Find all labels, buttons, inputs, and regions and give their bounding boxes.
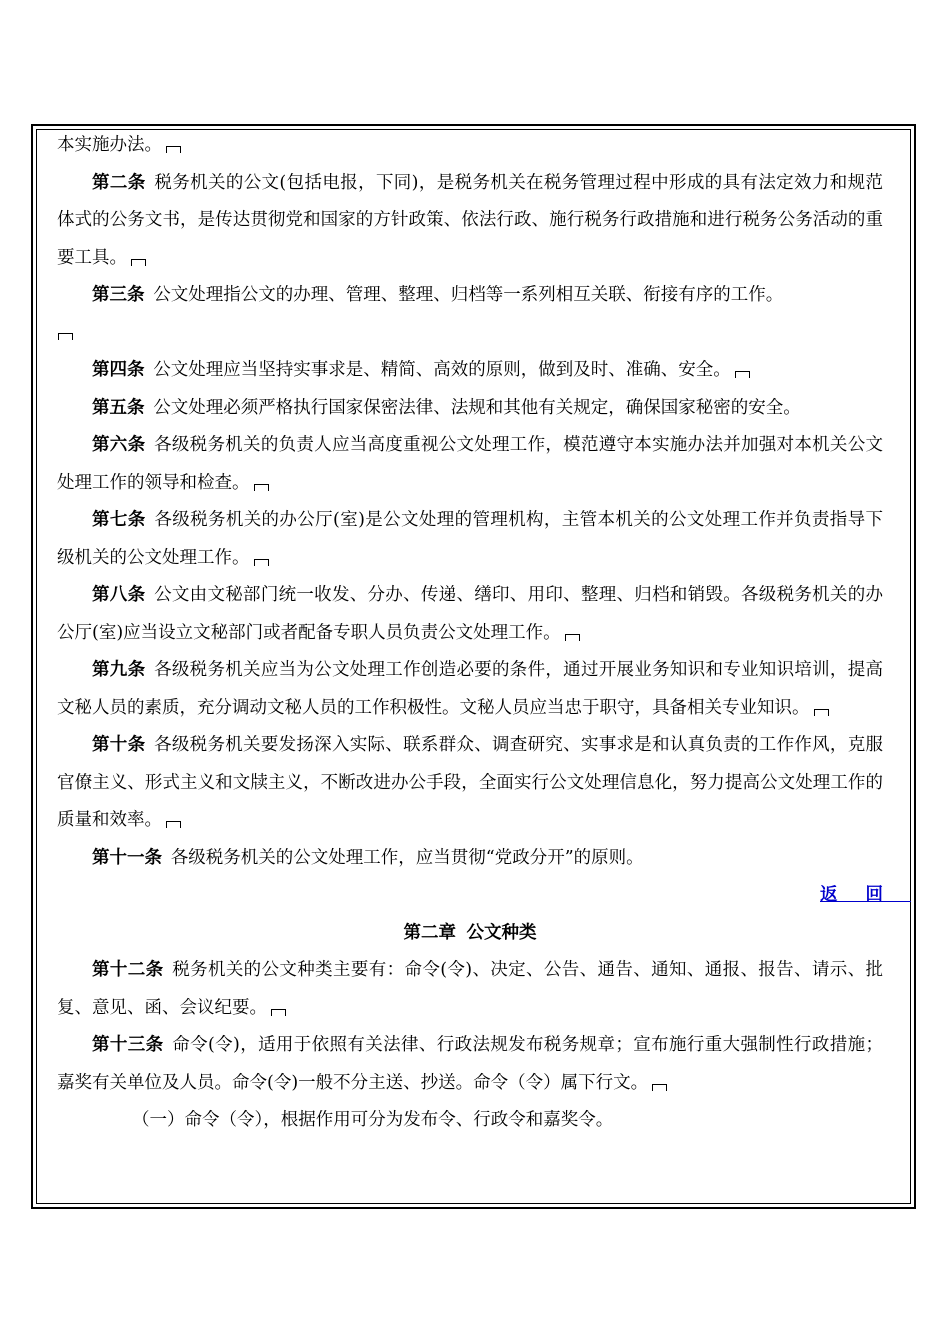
article-8 [57,577,883,652]
paragraph-mark-icon [652,1084,667,1091]
back-link[interactable]: 返回 [820,885,911,905]
article-label: 第七条 [92,510,146,530]
paragraph-mark-icon [166,821,181,828]
article-11 [57,840,883,878]
chapter-title: 公文种类 [466,922,537,943]
paragraph-mark-icon [58,333,73,340]
article-label: 第八条 [92,585,146,605]
paragraph-mark-icon [254,484,269,491]
article-text: 命令(令)，适用于依照有关法律、行政法规发布税务规章；宣布施行重大强制性行政措施；嘉奖有关单位及人员。命令(令)一般不分主送、抄送。命令（令）属下行文。 [57,1035,884,1093]
article-13 [57,1027,883,1102]
article-text: 各级税务机关的公文处理工作，应当贯彻“党政分开”的原则。 [170,847,644,868]
article-9 [57,652,883,727]
article-2 [57,165,883,278]
paragraph-mark-icon [271,1009,286,1016]
article-5 [57,390,883,428]
paragraph-mark-icon [166,146,181,153]
article-label: 第十三条 [92,1035,164,1055]
document-body [57,127,911,1140]
paragraph-mark-icon [565,634,580,641]
article-text: 各级税务机关的负责人应当高度重视公文处理工作，模范遵守本实施办法并加强对本机关公文处理工作的领导和检查。 [57,435,884,493]
article-text: 各级税务机关的办公厅(室)是公文处理的管理机构，主管本机关的公文处理工作并负责指导下级机关的公文处理工作。 [57,510,884,568]
article-text: 税务机关的公文种类主要有：命令(令)、决定、公告、通告、通知、通报、报告、请示、批复、意见、函、会议纪要。 [57,960,884,1018]
article-label: 第二条 [92,172,146,193]
sub-item-text: （一）命令（令），根据作用可分为发布令、行政令和嘉奖令。 [132,1110,614,1130]
paragraph-mark-icon [814,709,829,716]
paragraph-mark-line [57,315,883,353]
paragraph-mark-icon [735,371,750,378]
article-label: 第十条 [92,735,146,755]
back-row [57,877,911,915]
article-6 [57,427,883,502]
intro-tail-text: 本实施办法。 [57,135,162,155]
article-text: 公文处理指公文的办理、管理、整理、归档等一系列相互关联、衔接有序的工作。 [153,285,784,305]
intro-tail-paragraph [57,127,883,165]
chapter-heading [57,915,883,953]
article-text: 公文处理应当坚持实事求是、精简、高效的原则，做到及时、准确、安全。 [153,360,731,380]
article-label: 第五条 [92,397,145,418]
sub-item-1 [57,1102,883,1140]
article-label: 第十二条 [92,960,164,980]
article-3 [57,277,883,315]
article-label: 第四条 [92,360,145,380]
article-text: 各级税务机关应当为公文处理工作创造必要的条件，通过开展业务知识和专业知识培训，提高文秘人员的素质，充分调动文秘人员的工作积极性。文秘人员应当忠于职守，具备相关专业知识。 [57,660,884,718]
article-label: 第九条 [92,660,146,680]
article-label: 第三条 [92,285,145,305]
article-10 [57,727,883,840]
article-12 [57,952,883,1027]
article-label: 第六条 [92,435,146,455]
article-text: 税务机关的公文(包括电报，下同)，是税务机关在税务管理过程中形成的具有法定效力和规范体式的公务文书，是传达贯彻党和国家的方针政策、依法行政、施行税务行政措施和进行税务公务活动的重要工具。 [57,172,884,268]
article-label: 第十一条 [92,847,162,868]
article-4 [57,352,883,390]
article-text: 公文由文秘部门统一收发、分办、传递、缮印、用印、整理、归档和销毁。各级税务机关的办公厅(室)应当设立文秘部门或者配备专职人员负责公文处理工作。 [57,585,884,643]
paragraph-mark-icon [131,259,146,266]
paragraph-mark-icon [254,559,269,566]
article-text: 公文处理必须严格执行国家保密法律、法规和其他有关规定，确保国家秘密的安全。 [153,397,801,418]
chapter-number: 第二章 [403,922,456,943]
article-text: 各级税务机关要发扬深入实际、联系群众、调查研究、实事求是和认真负责的工作作风，克服官僚主义、形式主义和文牍主义，不断改进办公手段，全面实行公文处理信息化，努力提高公文处理工作的质量和效率。 [57,735,884,830]
article-7 [57,502,883,577]
